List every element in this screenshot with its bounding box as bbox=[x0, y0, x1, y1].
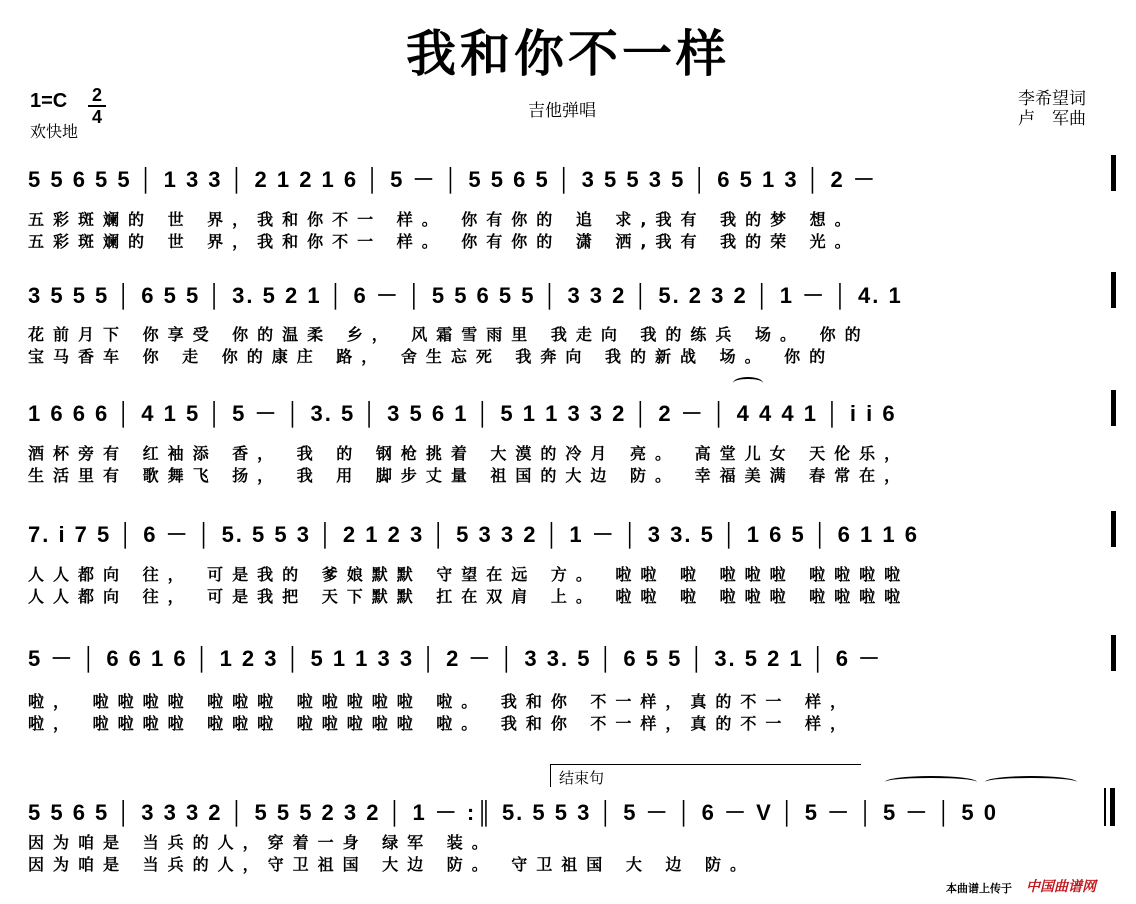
lyrics-row-4-verse-1: 人人都向 往， 可是我的 爹娘默默 守望在远 方。 啦啦 啦 啦啦啦 啦啦啦啦 bbox=[28, 565, 910, 584]
system-barline bbox=[1111, 390, 1116, 426]
performance-style: 吉他弹唱 bbox=[528, 101, 596, 121]
composer-credit: 卢 军曲 bbox=[1018, 109, 1086, 129]
system-barline bbox=[1111, 511, 1116, 547]
lyrics-row-1-verse-1: 五彩斑斓的 世 界，我和你不一 样。 你有你的 追 求,我有 我的梦 想。 bbox=[28, 210, 860, 229]
notation-row-2: 3 5 5 5 │ 6 5 5 │ 3. 5 2 1 │ 6 － │ 5 5 6 5 5 │ 3 3 2 │ 5. 2 3 2 │ 1 － │ 4. 1 bbox=[28, 283, 903, 308]
tie-mark bbox=[885, 776, 977, 788]
ending-bracket bbox=[550, 764, 861, 787]
notation-row-3: 1 6 6 6 │ 4 1 5 │ 5 － │ 3. 5 │ 3 5 6 1 │ 5 1 1 3 3 2 │ 2 － │ 4 4 4 1 │ i i 6 bbox=[28, 401, 897, 426]
lyrics-row-6-verse-2: 因为咱是 当兵的人，守卫祖国 大边 防。 守卫祖国 大 边 防。 bbox=[28, 855, 755, 874]
final-barline-thick bbox=[1110, 788, 1115, 826]
song-title: 我和你不一样 bbox=[406, 24, 730, 83]
lyrics-row-5-verse-2: 啦， 啦啦啦啦 啦啦啦 啦啦啦啦啦 啦。 我和你 不一样，真的不一 样， bbox=[28, 714, 855, 733]
lyrics-row-6-verse-1: 因为咱是 当兵的人，穿着一身 绿军 装。 bbox=[28, 833, 497, 852]
system-barline bbox=[1111, 635, 1116, 671]
lyrics-row-2-verse-1: 花前月下 你享受 你的温柔 乡， 风霜雪雨里 我走向 我的练兵 场。 你的 bbox=[28, 325, 870, 344]
time-signature bbox=[88, 86, 106, 126]
lyrics-row-4-verse-2: 人人都向 往， 可是我把 天下默默 扛在双肩 上。 啦啦 啦 啦啦啦 啦啦啦啦 bbox=[28, 587, 910, 606]
upload-note: 本曲谱上传于 bbox=[946, 882, 1012, 895]
notation-row-1: 5 5 6 5 5 │ 1 3 3 │ 2 1 2 1 6 │ 5 － │ 5 5 6 5 │ 3 5 5 3 5 │ 6 5 1 3 │ 2 － bbox=[28, 167, 877, 192]
notation-row-5: 5 － │ 6 6 1 6 │ 1 2 3 │ 5 1 1 3 3 │ 2 － │ 3 3. 5 │ 6 5 5 │ 3. 5 2 1 │ 6 － bbox=[28, 646, 883, 671]
tempo-marking: 欢快地 bbox=[30, 122, 79, 141]
lyrics-row-2-verse-2: 宝马香车 你 走 你的康庄 路， 舍生忘死 我奔向 我的新战 场。 你的 bbox=[28, 347, 835, 366]
slur-mark bbox=[733, 377, 763, 389]
lyrics-row-1-verse-2: 五彩斑斓的 世 界，我和你不一 样。 你有你的 潇 洒,我有 我的荣 光。 bbox=[28, 232, 860, 251]
lyrics-row-3-verse-2: 生活里有 歌舞飞 扬， 我 用 脚步丈量 祖国的大边 防。 幸福美满 春常在， bbox=[28, 466, 910, 485]
key-signature: 1=C bbox=[30, 90, 68, 112]
lyricist-credit: 李希望词 bbox=[1018, 89, 1086, 109]
system-barline bbox=[1111, 272, 1116, 308]
meter-bottom: 4 bbox=[91, 107, 102, 127]
notation-row-4: 7. i 7 5 │ 6 － │ 5. 5 5 3 │ 2 1 2 3 │ 5 3 3 2 │ 1 － │ 3 3. 5 │ 1 6 5 │ 6 1 1 6 bbox=[28, 522, 919, 547]
tie-mark bbox=[985, 776, 1077, 788]
lyrics-row-3-verse-1: 酒杯旁有 红袖添 香， 我 的 钢枪挑着 大漠的冷月 亮。 高堂儿女 天伦乐， bbox=[28, 444, 910, 463]
site-logo: 中国曲谱网 bbox=[1026, 879, 1096, 895]
meter-top: 2 bbox=[91, 85, 102, 105]
lyrics-row-5-verse-1: 啦， 啦啦啦啦 啦啦啦 啦啦啦啦啦 啦。 我和你 不一样，真的不一 样， bbox=[28, 692, 855, 711]
final-barline-thin bbox=[1104, 788, 1106, 826]
notation-row-6: 5 5 6 5 │ 3 3 3 2 │ 5 5 5 2 3 2 │ 1 － :║ 5. 5 5 3 │ 5 － │ 6 － V │ 5 － │ 5 － │ 5 0 bbox=[28, 800, 998, 825]
ending-label: 结束句 bbox=[559, 769, 605, 787]
system-barline bbox=[1111, 155, 1116, 191]
